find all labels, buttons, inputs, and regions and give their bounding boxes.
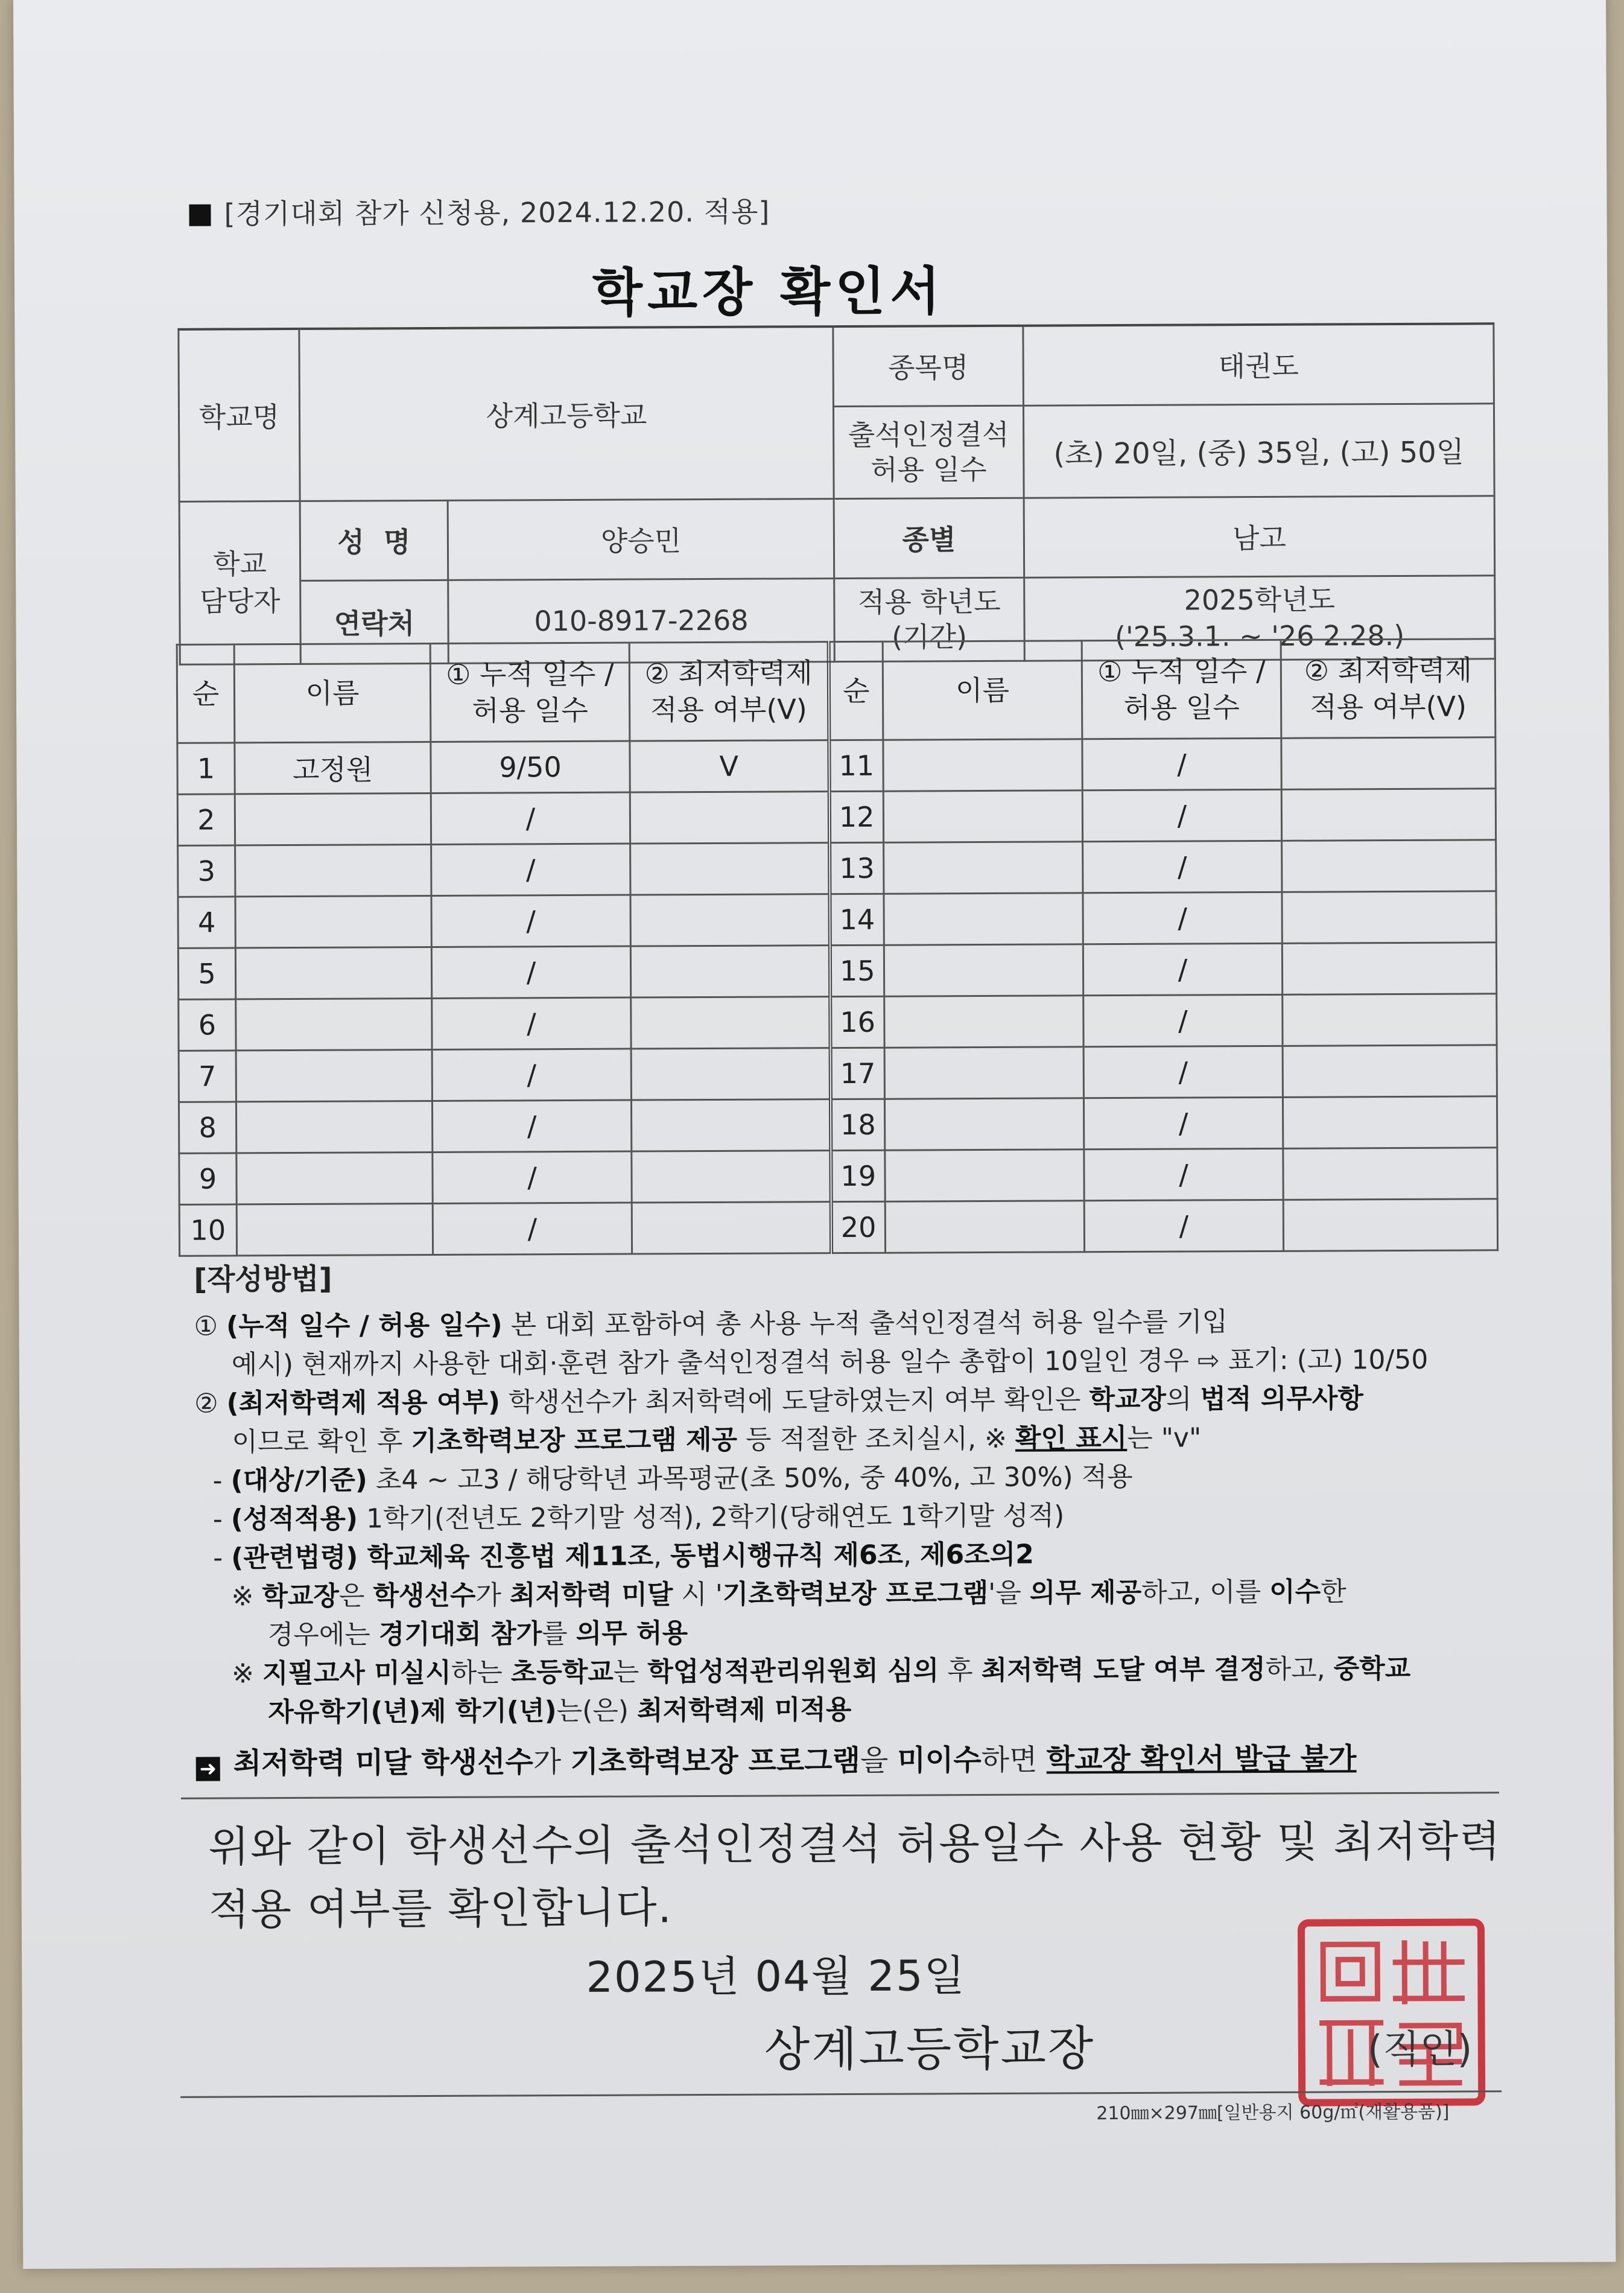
document-title — [14, 247, 1523, 328]
row-name — [235, 895, 431, 947]
row-no-right: 20 — [831, 1201, 885, 1253]
dash2-bold: (성적적용) — [230, 1503, 358, 1535]
row-min — [631, 997, 830, 1049]
item1-no: ① — [194, 1311, 218, 1342]
row-no: 4 — [178, 897, 235, 948]
row-no-right: 13 — [829, 842, 884, 894]
row-name — [235, 844, 431, 896]
year-label-1: 적용 학년도 — [857, 585, 1001, 619]
row-no-right: 15 — [829, 945, 884, 996]
final-g: 학교장 확인서 발급 불가 — [1046, 1741, 1357, 1777]
form-tag-text: [경기대회 참가 신청용, 2024.12.20. 적용] — [224, 195, 770, 231]
col-no: 순 — [177, 644, 235, 743]
table-row — [178, 943, 1496, 1000]
row-no-right: 14 — [829, 894, 884, 945]
row-min — [631, 1048, 830, 1100]
item2-bold-d: 법적 의무사항 — [1200, 1383, 1363, 1415]
note1-h: '을 — [988, 1577, 1030, 1609]
item2-text-c: 의 — [1166, 1384, 1201, 1415]
row-min — [630, 792, 829, 844]
row-days-right: / — [1083, 943, 1282, 995]
year-value-1: 2025학년도 — [1184, 583, 1336, 617]
note1-g: 기초학력보장 프로그램 — [722, 1577, 989, 1610]
instruction-note-1: ※ 학교장은 학생선수가 최저학력 미달 시 '기초학력보장 프로그램'을 의무 제공하고, 이를 이수한 — [231, 1576, 1346, 1612]
instruction-target: - (대상/기준) 초4 ~ 고3 / 해당학년 과목평균(초 50%, 중 40%, 고 30%) 적용 — [212, 1461, 1133, 1496]
gender-label: 종별 — [834, 498, 1024, 578]
note2-g: 최저학력 도달 여부 결정 — [981, 1653, 1266, 1687]
table-row — [179, 1096, 1497, 1154]
dash2-text: 1학기(전년도 2학기말 성적), 2학기(당해연도 1학기말 성적) — [357, 1500, 1065, 1534]
table-row — [179, 1199, 1497, 1256]
instruction-note-2: ※ 지필고사 미실시하는 초등학교는 학업성적관리위원회 심의 후 최저학력 도달 여부 결정하고, 중학교 — [231, 1653, 1411, 1690]
item2-line2-c: 는 "v" — [1127, 1422, 1202, 1454]
row-days: / — [431, 792, 630, 844]
row-no: 3 — [178, 845, 235, 897]
square-bullet-icon — [189, 205, 211, 226]
note1-line2-a: 경우에는 — [267, 1619, 379, 1651]
table-row — [177, 737, 1496, 795]
row-no: 1 — [177, 743, 235, 794]
instruction-note-2-line2 — [268, 1688, 1505, 1732]
row-name-right — [884, 1098, 1083, 1150]
dash1-bold: (대상/기준) — [230, 1465, 368, 1496]
note2-h: 하고, — [1265, 1653, 1334, 1685]
row-min-right — [1283, 1096, 1497, 1149]
row-name — [235, 947, 431, 999]
absence-label-2: 허용 일수 — [871, 453, 987, 486]
instruction-item-1 — [194, 1302, 1503, 1346]
col-min-right-1: ② 최저학력제 — [1304, 654, 1473, 687]
row-days: / — [432, 1049, 631, 1101]
note1-j: 하고, 이를 — [1141, 1576, 1270, 1608]
note2-i: 중학교 — [1333, 1653, 1411, 1685]
note1-e: 최저학력 미달 — [509, 1579, 673, 1611]
instructions — [194, 1255, 1505, 1783]
dash3-bold3: 제6조의2 — [919, 1539, 1034, 1571]
row-no-right: 12 — [829, 791, 883, 842]
gender-value: 남고 — [1024, 495, 1495, 577]
item1-bold: (누적 일수 / 허용 일수) — [226, 1309, 503, 1342]
row-min — [632, 1151, 831, 1203]
col-name: 이름 — [234, 643, 431, 742]
row-name-right — [884, 842, 1083, 894]
contact-value: 010-8917-2268 — [448, 578, 835, 663]
table-row — [178, 891, 1496, 949]
confirmation-line-1: 위와 같이 학생선수의 출석인정결석 허용일수 사용 현황 및 최저학력 — [208, 1816, 1502, 1872]
manager-label-1: 학교 — [213, 547, 267, 580]
row-no: 10 — [179, 1204, 236, 1256]
note1-d: 가 — [475, 1580, 510, 1611]
row-min-right — [1282, 943, 1496, 995]
col-days-right — [1082, 640, 1281, 739]
note1-line2-d: 의무 허용 — [576, 1618, 688, 1649]
dash1-text: 초4 ~ 고3 / 해당학년 과목평균(초 50%, 중 40%, 고 30%) 적용 — [367, 1461, 1133, 1496]
row-days-right: / — [1084, 1148, 1283, 1200]
instruction-grades: - (성적적용) 1학기(전년도 2학기말 성적), 2학기(당해연도 1학기말 성적) — [212, 1500, 1065, 1535]
item2-line2-bold: 기초학력보장 프로그램 제공 — [411, 1424, 738, 1457]
row-days: / — [431, 895, 630, 947]
note2-b: 하는 — [451, 1657, 511, 1688]
document-paper — [13, 0, 1616, 2269]
row-days-right: / — [1082, 789, 1281, 841]
col-name-right: 이름 — [883, 641, 1082, 740]
paper-spec-footnote: 210㎜×297㎜[일반용지 60g/㎡(재활용품)] — [1096, 2101, 1450, 2125]
row-no-right: 18 — [830, 1099, 884, 1150]
roster-body — [177, 737, 1498, 1256]
note1-i: 의무 제공 — [1029, 1577, 1142, 1609]
row-days-right: / — [1083, 1097, 1283, 1149]
row-days-right: / — [1083, 994, 1283, 1046]
row-no-right: 11 — [829, 740, 883, 791]
row-name-right — [884, 893, 1083, 945]
row-no: 9 — [179, 1153, 236, 1204]
row-min-right — [1283, 1199, 1497, 1251]
dash3-text: , — [653, 1541, 671, 1572]
note2-e: 학업성적관리위원회 심의 — [647, 1655, 939, 1688]
roster-header-row — [177, 639, 1496, 743]
row-days-right: / — [1082, 738, 1281, 790]
contact-label: 연락처 — [300, 580, 449, 664]
final-d: 을 — [860, 1743, 898, 1778]
table-row — [179, 994, 1497, 1051]
row-min — [632, 1202, 831, 1254]
row-no: 6 — [179, 999, 236, 1051]
col-days-1: ① 누적 일수 / — [446, 657, 614, 691]
row-name — [236, 1152, 433, 1204]
table-row — [177, 789, 1496, 846]
instruction-item-2-line2 — [232, 1417, 1503, 1461]
absence-label — [833, 405, 1024, 498]
manager-label-2: 담당자 — [200, 585, 281, 618]
col-days-right-1: ① 누적 일수 / — [1097, 654, 1266, 689]
row-min-right — [1282, 840, 1496, 892]
table-row — [178, 840, 1496, 897]
row-days: / — [433, 1203, 632, 1255]
form-tag — [189, 190, 770, 232]
row-days-right: / — [1083, 1046, 1283, 1098]
row-min — [630, 894, 829, 946]
row-min — [630, 946, 829, 997]
row-name — [236, 1203, 433, 1255]
row-min: V — [630, 740, 829, 792]
row-no: 8 — [179, 1102, 236, 1153]
row-name-right — [883, 739, 1082, 791]
row-min-right — [1283, 994, 1497, 1046]
final-rule — [196, 1738, 1505, 1783]
col-min-right-2: 적용 여부(V) — [1310, 690, 1467, 724]
row-name — [236, 998, 432, 1050]
year-value-2: ('25.3.1. ~ '26 2.28.) — [1114, 619, 1405, 654]
row-no-right: 17 — [830, 1048, 884, 1099]
year-label-2: (기간) — [892, 620, 968, 654]
sport-label: 종목명 — [833, 326, 1024, 406]
col-min — [629, 642, 829, 741]
item2-no: ② — [194, 1388, 218, 1419]
row-no-right: 19 — [831, 1150, 885, 1201]
seal-label: (직인) — [1367, 2027, 1473, 2073]
dash3-text2: , — [902, 1539, 921, 1571]
note2-f: 후 — [939, 1655, 982, 1687]
final-e: 미이수 — [897, 1743, 982, 1778]
row-name-right — [884, 996, 1083, 1048]
col-min-1: ② 최저학력제 — [644, 657, 813, 690]
row-min-right — [1282, 891, 1496, 944]
row-days-right: / — [1083, 841, 1282, 892]
dash3-bold2: 동법시행규칙 제6조 — [670, 1539, 904, 1572]
row-no: 2 — [177, 794, 235, 845]
sport-value: 태권도 — [1023, 323, 1494, 405]
row-min-right — [1281, 789, 1496, 841]
note1-b: 은 — [338, 1580, 373, 1612]
row-days: / — [431, 946, 630, 998]
name-label: 성 명 — [300, 500, 448, 580]
school-value: 상계고등학교 — [299, 326, 834, 501]
col-days-right-2: 허용 일수 — [1123, 691, 1240, 724]
row-min — [630, 843, 829, 895]
note2-a: 지필고사 미실시 — [262, 1657, 451, 1690]
row-days: 9/50 — [431, 741, 630, 793]
confirmation-line-2: 적용 여부를 확인합니다. — [208, 1883, 673, 1935]
confirmation-date: 2025년 04월 25일 — [586, 1951, 966, 2002]
row-name-right — [885, 1201, 1084, 1253]
school-label: 학교명 — [179, 329, 300, 501]
row-no-right: 16 — [830, 996, 884, 1048]
note1-c: 학생선수 — [373, 1580, 476, 1612]
col-min-right — [1281, 639, 1496, 739]
item1-text: 본 대회 포함하여 총 사용 누적 출석인정결석 허용 일수를 기입 — [502, 1306, 1228, 1341]
row-no: 5 — [178, 948, 235, 999]
item2-bold: (최저학력제 적용 여부) — [226, 1387, 501, 1419]
note1-line2-b: 경기대회 참가 — [378, 1618, 542, 1650]
header-table — [177, 322, 1496, 665]
issuer-name: 상계고등학교장 — [764, 2021, 1096, 2078]
note2-d: 는 — [613, 1656, 648, 1688]
note2-c: 초등학교 — [510, 1656, 614, 1688]
row-name-right — [885, 1150, 1084, 1201]
row-min-right — [1283, 1148, 1497, 1200]
item2-line2-bold2: 확인 표시 — [1015, 1422, 1128, 1454]
manager-label — [179, 501, 300, 664]
row-name-right — [883, 790, 1082, 842]
row-days-right: / — [1083, 892, 1282, 944]
note1-l: 한 — [1321, 1576, 1346, 1608]
note2-line2-b: 는(은) — [556, 1695, 638, 1727]
instruction-note-1-line2 — [268, 1611, 1505, 1655]
table-row — [179, 1148, 1497, 1205]
instruction-example: 예시) 현재까지 사용한 대회·훈련 참가 출석인정결석 허용 일수 총합이 10일인 경우 ⇨ 표기: (고) 10/50 — [231, 1344, 1429, 1381]
row-days: / — [431, 844, 630, 895]
note1-f: 시 ' — [673, 1579, 723, 1611]
col-min-2: 적용 여부(V) — [650, 693, 807, 727]
row-name-right — [884, 944, 1083, 996]
row-min — [631, 1099, 830, 1151]
item2-line2-b: 등 적절한 조치실시, ※ — [737, 1423, 1016, 1455]
arrow-box-icon: ➜ — [196, 1757, 220, 1781]
note1-k: 이수 — [1269, 1576, 1321, 1608]
row-min-right — [1281, 737, 1496, 790]
col-no-right: 순 — [828, 641, 883, 740]
divider-line — [181, 1792, 1499, 1799]
official-seal-stamp — [1298, 1918, 1485, 2106]
row-days: / — [432, 1100, 631, 1152]
final-c: 기초학력보장 프로그램 — [570, 1743, 861, 1779]
absence-label-1: 출석인정결석 — [848, 418, 1009, 451]
row-name: 고정원 — [235, 742, 431, 793]
row-name — [235, 793, 431, 845]
item2-text-a: 학생선수가 최저학력에 도달하였는지 여부 확인은 — [500, 1384, 1090, 1418]
document-title-text: 학교장 확인서 — [592, 261, 945, 323]
col-days — [430, 643, 630, 742]
row-days-right: / — [1084, 1200, 1283, 1251]
row-no: 7 — [179, 1051, 236, 1102]
row-days: / — [432, 997, 631, 1049]
instruction-item-2 — [194, 1379, 1503, 1423]
note2-line2-c: 최저학력제 미적용 — [636, 1694, 852, 1726]
final-b: 가 — [533, 1744, 571, 1779]
absence-value: (초) 20일, (중) 35일, (고) 50일 — [1023, 403, 1494, 497]
row-name — [236, 1101, 432, 1153]
name-value: 양승민 — [448, 498, 834, 580]
note2-line2-a: 자유학기(년)제 학기(년) — [268, 1696, 557, 1728]
final-f: 하면 — [981, 1743, 1047, 1778]
item2-line2-a: 이므로 확인 후 — [232, 1426, 411, 1458]
item2-bold-b: 학교장 — [1089, 1384, 1167, 1416]
table-row — [179, 1045, 1497, 1102]
instruction-law: - (관련법령) 학교체육 진흥법 제11조, 동법시행규칙 제6조, 제6조의2 — [213, 1539, 1034, 1574]
row-name — [236, 1049, 432, 1101]
dash3-bold: (관련법령) 학교체육 진흥법 제11조 — [231, 1541, 654, 1574]
final-a: 최저학력 미달 학생선수 — [233, 1745, 533, 1781]
instructions-heading: [작성방법] — [194, 1262, 332, 1297]
note1-a: 학교장 — [262, 1580, 340, 1612]
col-days-2: 허용 일수 — [472, 693, 588, 727]
roster-table — [176, 638, 1499, 1257]
note1-line2-c: 를 — [542, 1618, 576, 1650]
row-days: / — [433, 1151, 632, 1203]
row-min-right — [1283, 1045, 1497, 1098]
row-name-right — [884, 1047, 1083, 1099]
